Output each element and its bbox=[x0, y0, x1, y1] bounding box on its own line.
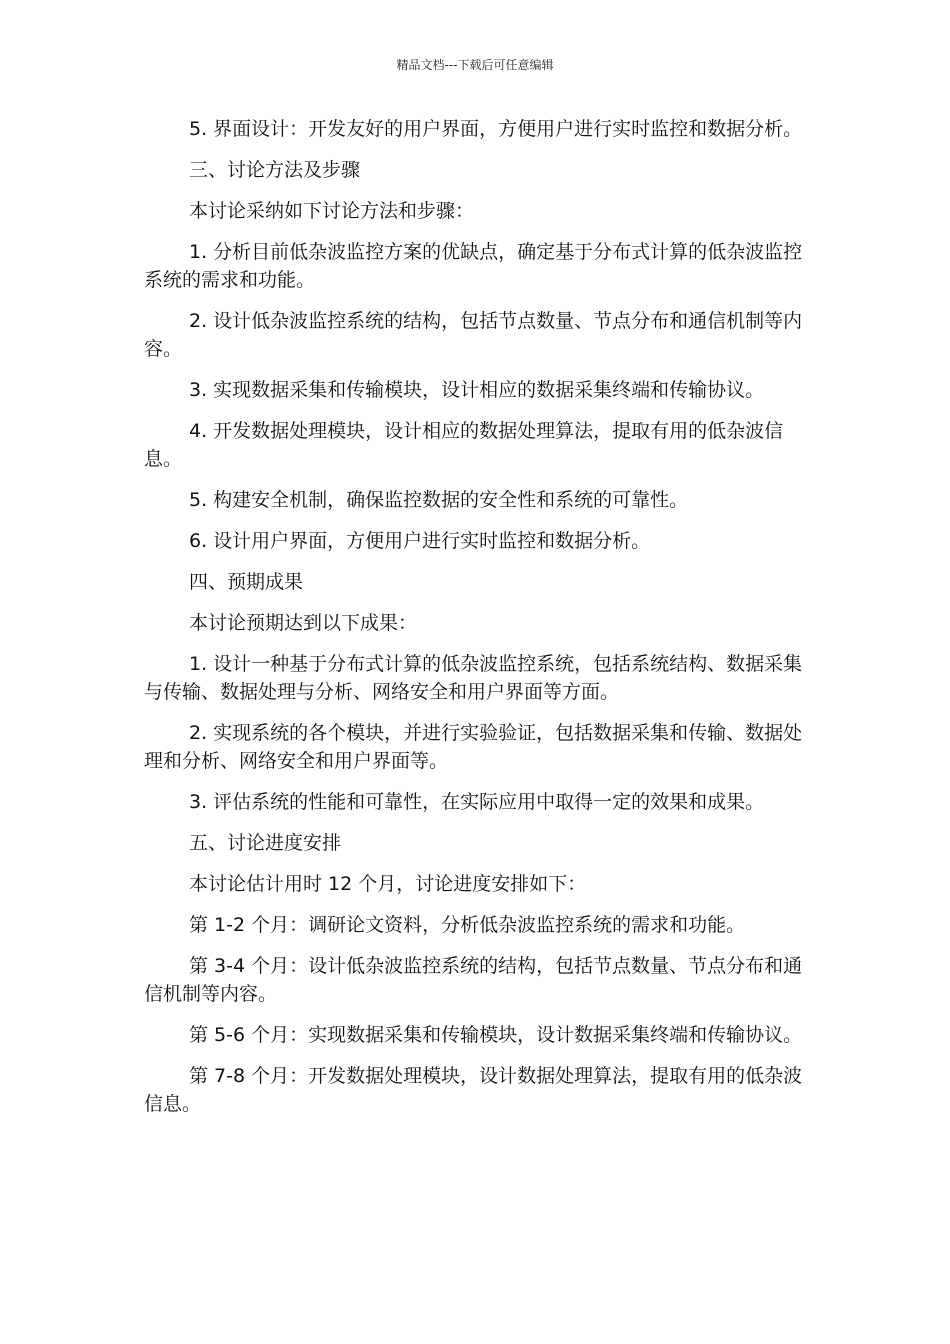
paragraph-schedule-intro: 本讨论估计用时 12 个月，讨论进度安排如下： bbox=[189, 873, 587, 895]
paragraph-outcomes-intro: 本讨论预期达到以下成果： bbox=[189, 612, 418, 634]
document-body bbox=[144, 115, 812, 1131]
paragraph-method-6: 6. 设计用户界面，方便用户进行实时监控和数据分析。 bbox=[189, 530, 651, 552]
paragraph-method-5: 5. 构建安全机制，确保监控数据的安全性和系统的可靠性。 bbox=[189, 489, 689, 511]
paragraph-schedule-months-3-4: 第 3-4 个月：设计低杂波监控系统的结构，包括节点数量、节点分布和通信机制等内容。 bbox=[144, 955, 803, 1005]
paragraph-method-3: 3. 实现数据采集和传输模块，设计相应的数据采集终端和传输协议。 bbox=[189, 379, 765, 401]
paragraph-methods-intro: 本讨论采纳如下讨论方法和步骤： bbox=[189, 200, 475, 222]
paragraph-interface-design: 5. 界面设计：开发友好的用户界面，方便用户进行实时监控和数据分析。 bbox=[189, 118, 803, 140]
paragraph-method-1: 1. 分析目前低杂波监控方案的优缺点，确定基于分布式计算的低杂波监控系统的需求和功能。 bbox=[144, 241, 803, 291]
paragraph-outcome-2: 2. 实现系统的各个模块，并进行实验验证，包括数据采集和传输、数据处理和分析、网络安全和用户界面等。 bbox=[144, 722, 803, 772]
section-heading-outcomes: 四、预期成果 bbox=[189, 571, 304, 593]
paragraph-outcome-3: 3. 评估系统的性能和可靠性，在实际应用中取得一定的效果和成果。 bbox=[189, 791, 765, 813]
page-header: 精品文档---下载后可任意编辑 bbox=[396, 58, 554, 72]
paragraph-method-2: 2. 设计低杂波监控系统的结构，包括节点数量、节点分布和通信机制等内容。 bbox=[144, 310, 803, 360]
paragraph-method-4: 4. 开发数据处理模块，设计相应的数据处理算法，提取有用的低杂波信息。 bbox=[144, 420, 784, 470]
paragraph-outcome-1: 1. 设计一种基于分布式计算的低杂波监控系统，包括系统结构、数据采集与传输、数据处理与分析、网络安全和用户界面等方面。 bbox=[144, 653, 803, 703]
paragraph-schedule-months-5-6: 第 5-6 个月：实现数据采集和传输模块，设计数据采集终端和传输协议。 bbox=[189, 1024, 803, 1046]
paragraph-schedule-months-1-2: 第 1-2 个月：调研论文资料，分析低杂波监控系统的需求和功能。 bbox=[189, 914, 746, 936]
section-heading-schedule: 五、讨论进度安排 bbox=[189, 832, 342, 854]
paragraph-schedule-months-7-8: 第 7-8 个月：开发数据处理模块，设计数据处理算法，提取有用的低杂波信息。 bbox=[144, 1065, 803, 1115]
section-heading-methods: 三、讨论方法及步骤 bbox=[189, 159, 361, 181]
